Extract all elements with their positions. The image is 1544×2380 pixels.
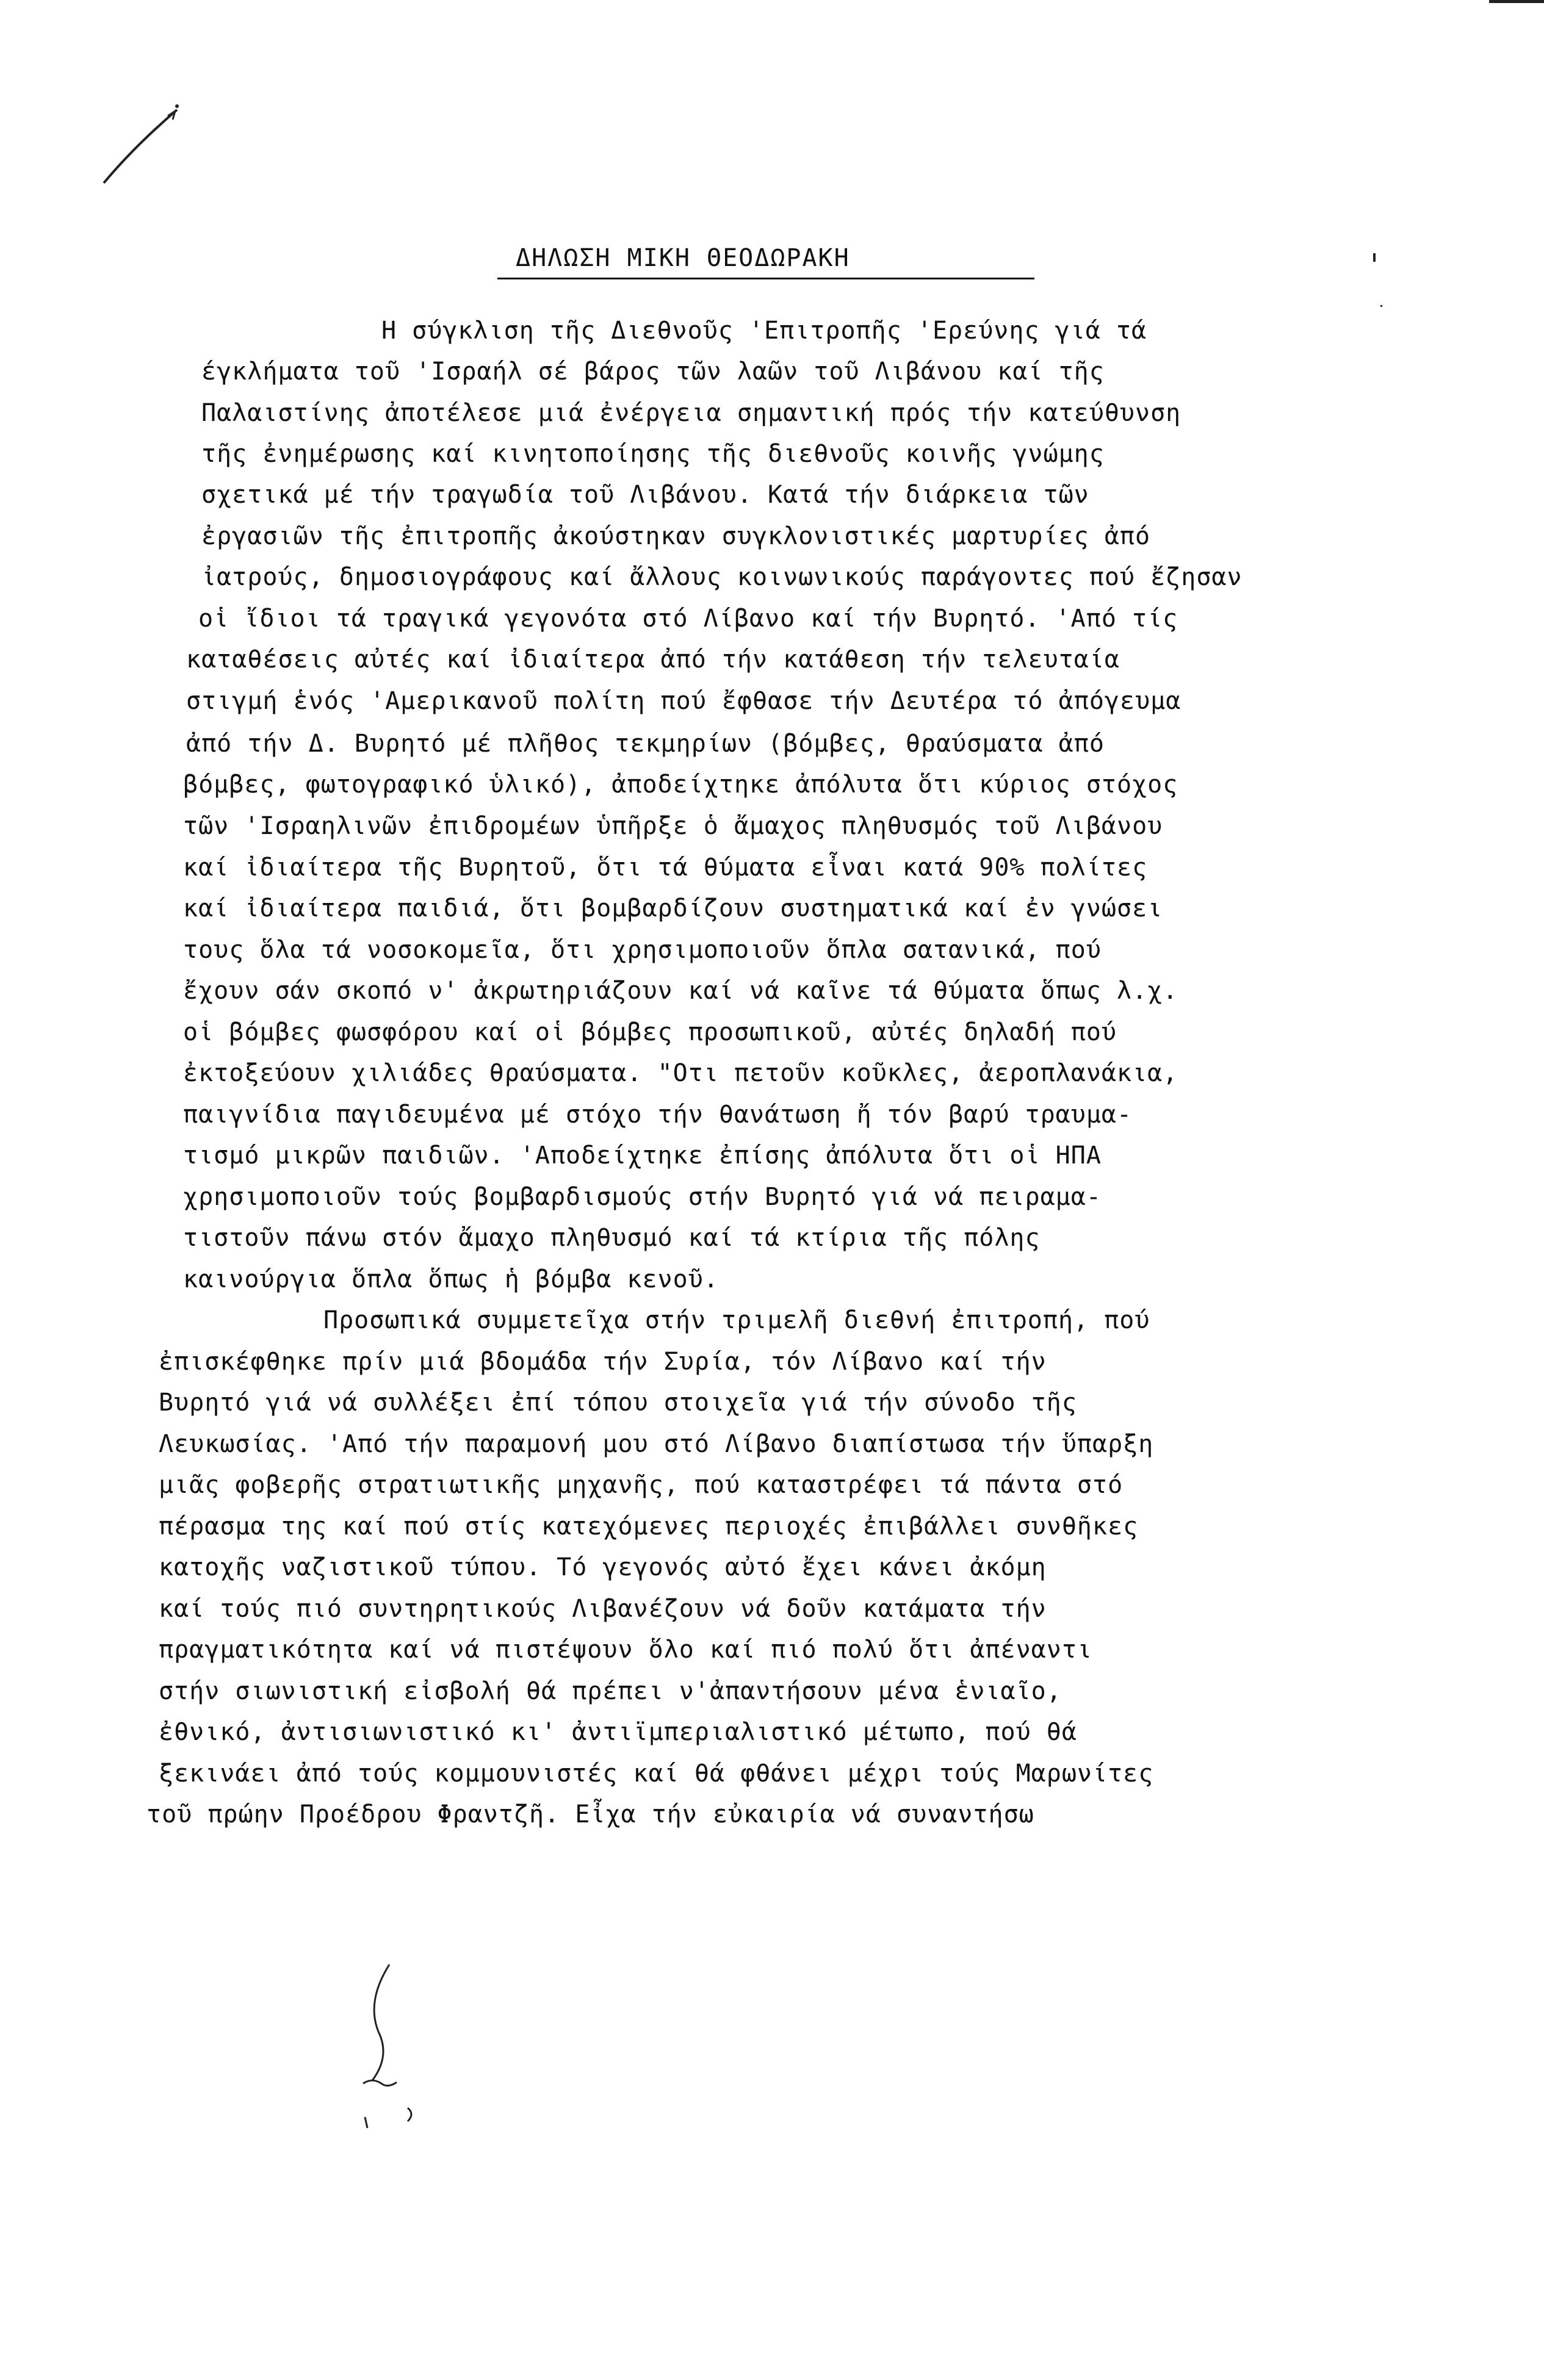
text-line: παιγνίδια παγιδευμένα μέ στόχο τήν θανάτωση ἤ τόν βαρύ τραυμα- [183, 1101, 1133, 1129]
text-line: Παλαιστίνης ἀποτέλεσε μιά ἐνέργεια σημαντική πρός τήν κατεύθυνση [201, 399, 1181, 427]
text-line: τους ὅλα τά νοσοκομεῖα, ὅτι χρησιμοποιοῦν ὅπλα σατανικά, πού [183, 936, 1102, 964]
text-line: ἔχουν σάν σκοπό ν' ἀκρωτηριάζουν καί νά καῖνε τά θύματα ὅπως λ.χ. [183, 977, 1178, 1005]
text-line: ἰατρούς, δημοσιογράφους καί ἄλλους κοινωνικούς παράγοντες πού ἔζησαν [201, 563, 1243, 591]
text-line: τιστοῦν πάνω στόν ἄμαχο πληθυσμό καί τά κτίρια τῆς πόλης [183, 1224, 1041, 1252]
text-line: τοῦ πρώην Προέδρου Φραντζῆ. Εἶχα τήν εὐκαιρία νά συναντήσω [146, 1800, 1034, 1828]
handwritten-signature-mark [342, 1952, 476, 2135]
text-line: χρησιμοποιοῦν τούς βομβαρδισμούς στήν Βυρητό γιά νά πειραμα- [183, 1183, 1102, 1211]
text-line: τισμό μικρῶν παιδιῶν. 'Αποδείχτηκε ἐπίσης ἀπόλυτα ὅτι οἱ ΗΠΑ [183, 1141, 1102, 1170]
text-line: ξεκινάει ἀπό τούς κομμουνιστές καί θά φθάνει μέχρι τούς Μαρωνίτες [159, 1760, 1154, 1788]
text-line: ἐργασιῶν τῆς ἐπιτροπῆς ἀκούστηκαν συγκλονιστικές μαρτυρίες ἀπό [201, 522, 1151, 550]
text-line: βόμβες, φωτογραφικό ὑλικό), ἀποδείχτηκε ἀπόλυτα ὅτι κύριος στόχος [183, 771, 1178, 799]
text-line: καί ἰδιαίτερα τῆς Βυρητοῦ, ὅτι τά θύματα εἶναι κατά 90% πολίτες [183, 854, 1148, 882]
text-line: πέρασμα της καί πού στίς κατεχόμενες περιοχές ἐπιβάλλει συνθῆκες [159, 1512, 1139, 1541]
text-line: Η σύγκλιση τῆς Διεθνοῦς 'Επιτροπῆς 'Ερεύνης γιά τά [381, 317, 1147, 345]
text-line: ἀπό τήν Δ. Βυρητό μέ πλῆθος τεκμηρίων (βόμβες, θραύσματα ἀπό [186, 730, 1105, 758]
text-line: καταθέσεις αὐτές καί ἰδιαίτερα ἀπό τήν κατάθεση τήν τελευταία [186, 645, 1120, 674]
text-line: κατοχῆς ναζιστικοῦ τύπου. Τό γεγονός αὐτό ἔχει κάνει ἀκόμη [159, 1553, 1047, 1581]
text-line: πραγματικότητα καί νά πιστέψουν ὅλο καί πιό πολύ ὅτι ἀπέναντι [159, 1636, 1093, 1664]
title-underline [497, 278, 1034, 279]
text-line: καινούργια ὅπλα ὅπως ἡ βόμβα κενοῦ. [183, 1265, 719, 1293]
text-line: μιᾶς φοβερῆς στρατιωτικῆς μηχανῆς, πού καταστρέφει τά πάντα στό [159, 1471, 1124, 1499]
scan-speck [1373, 253, 1376, 262]
text-line: ἐκτοξεύουν χιλιάδες θραύσματα. "Οτι πετοῦν κοῦκλες, ἀεροπλανάκια, [183, 1059, 1178, 1087]
text-line: ἐπισκέφθηκε πρίν μιά βδομάδα τήν Συρία, τόν Λίβανο καί τήν [159, 1348, 1047, 1376]
text-line: Βυρητό γιά νά συλλέξει ἐπί τόπου στοιχεῖα γιά τήν σύνοδο τῆς [159, 1389, 1077, 1417]
text-line: τῆς ἐνημέρωσης καί κινητοποίησης τῆς διεθνοῦς κοινῆς γνώμης [201, 440, 1105, 468]
text-line: στιγμή ἑνός 'Αμερικανοῦ πολίτη πού ἔφθασε τήν Δευτέρα τό ἀπόγευμα [186, 687, 1181, 715]
scan-speck [1489, 0, 1544, 3]
text-line: Λευκωσίας. 'Από τήν παραμονή μου στό Λίβανο διαπίστωσα τήν ὕπαρξη [159, 1430, 1154, 1458]
text-line: καί τούς πιό συντηρητικούς Λιβανέζουν νά δοῦν κατάματα τήν [159, 1595, 1047, 1623]
text-line: έγκλήματα τοῦ 'Ισραήλ σέ βάρος τῶν λαῶν τοῦ Λιβάνου καί τῆς [201, 358, 1105, 386]
text-line: οἱ ἴδιοι τά τραγικά γεγονότα στό Λίβανο καί τήν Βυρητό. 'Από τίς [198, 605, 1178, 633]
text-line: ἐθνικό, ἀντισιωνιστικό κι' ἀντιϊμπεριαλιστικό μέτωπο, πού θά [159, 1718, 1077, 1746]
text-line: καί ἰδιαίτερα παιδιά, ὅτι βομβαρδίζουν συστηματικά καί ἐν γνώσει [183, 894, 1163, 922]
text-line: Προσωπικά συμμετεῖχα στήν τριμελῆ διεθνή ἐπιτροπή, πού [323, 1306, 1150, 1334]
text-line: οἱ βόμβες φωσφόρου καί οἱ βόμβες προσωπικοῦ, αὐτές δηλαδή πού [183, 1018, 1117, 1046]
page-title: ΔΗΛΩΣΗ ΜΙΚΗ ΘΕΟΔΩΡΑΚΗ [516, 244, 850, 272]
text-line: σχετικά μέ τήν τραγωδία τοῦ Λιβάνου. Κατά τήν διάρκεια τῶν [201, 481, 1089, 509]
handwritten-mark-top [92, 98, 189, 195]
text-line: τῶν 'Ισραηλινῶν ἐπιδρομέων ὑπῆρξε ὁ ἄμαχος πληθυσμός τοῦ Λιβάνου [183, 812, 1163, 840]
scan-speck [1380, 305, 1382, 307]
text-line: στήν σιωνιστική εἰσβολή θά πρέπει ν'ἀπαντήσουν μένα ἑνιαῖο, [159, 1677, 1062, 1705]
